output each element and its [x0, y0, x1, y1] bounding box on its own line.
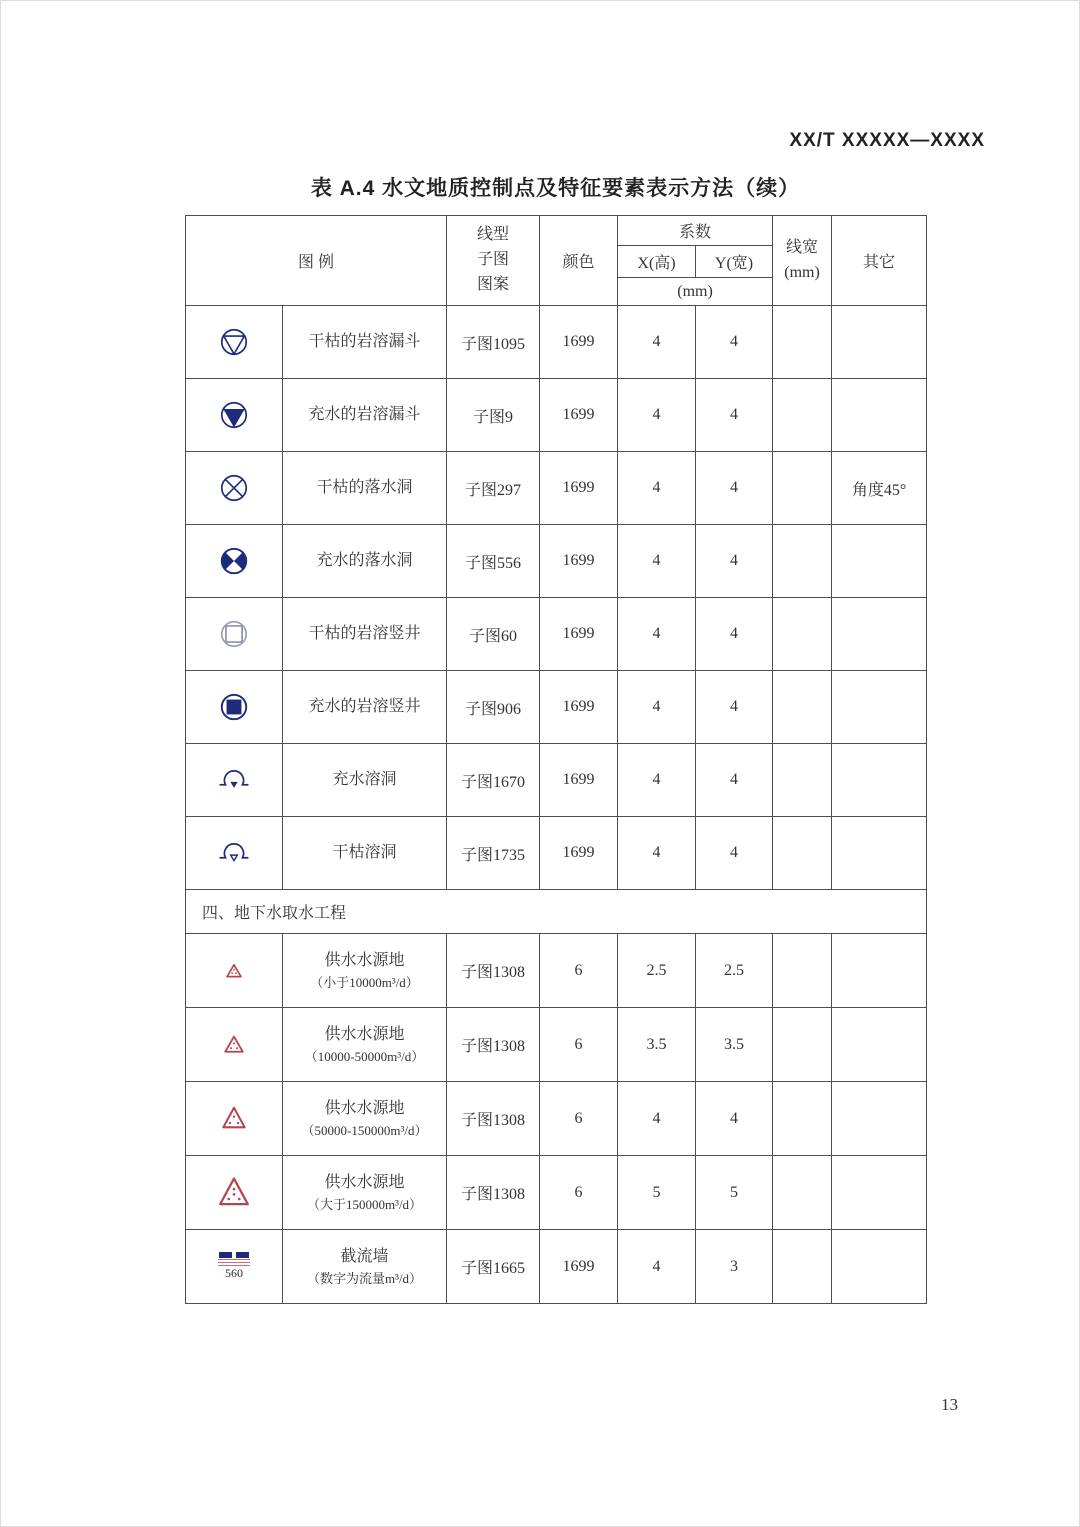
cutoff-wall-icon [218, 1252, 250, 1281]
subfig-value [447, 598, 540, 671]
x-value [618, 817, 696, 890]
table-row [186, 934, 927, 1008]
legend-symbol-cell [186, 1008, 283, 1082]
other-value [832, 598, 927, 671]
subfig-value [447, 452, 540, 525]
table-row [186, 671, 927, 744]
subfig-value [447, 744, 540, 817]
header-linetype-line2: 子图 [477, 251, 510, 269]
linewidth-value [773, 379, 832, 452]
legend-name-sublabel: （10000-50000m³/d） [304, 1048, 425, 1064]
subfig-value [447, 1082, 540, 1156]
legend-name-sublabel: （大于150000m³/d） [306, 1196, 423, 1212]
color-value [540, 306, 618, 379]
y-value [696, 598, 773, 671]
subfig-label: 子图1095 [461, 335, 526, 353]
y-label: 5 [730, 1183, 739, 1201]
x-label: 4 [652, 625, 661, 642]
x-value [618, 306, 696, 379]
other-value [832, 1230, 927, 1304]
legend-symbol-cell [186, 452, 283, 525]
header-y-wide-label: Y(宽) [714, 255, 754, 272]
linewidth-value [773, 1082, 832, 1156]
subfig-value [447, 671, 540, 744]
legend-name-sublabel: （50000-150000m³/d） [301, 1122, 428, 1138]
legend-symbol-cell [186, 934, 283, 1008]
header-linetype-line1: 线型 [477, 226, 510, 244]
subfig-value [447, 306, 540, 379]
color-value [540, 671, 618, 744]
subfig-label: 子图556 [465, 554, 522, 572]
legend-name-label: 充水的岩溶竖井 [308, 698, 421, 715]
color-label: 6 [574, 961, 583, 979]
section-title-label: 四、地下水取水工程 [202, 905, 347, 922]
legend-symbol-cell [186, 306, 283, 379]
color-label: 1699 [562, 406, 595, 423]
linewidth-value [773, 934, 832, 1008]
x-value [618, 934, 696, 1008]
cutoff-wall-block [236, 1252, 249, 1258]
color-label: 6 [574, 1183, 583, 1201]
y-label: 3 [730, 1257, 739, 1275]
subfig-value [447, 817, 540, 890]
x-label: 4 [652, 406, 661, 423]
header-color-label: 颜色 [562, 254, 595, 271]
y-value [696, 934, 773, 1008]
table-row [186, 525, 927, 598]
linewidth-value [773, 1008, 832, 1082]
y-label: 4 [730, 1109, 739, 1127]
legend-symbol-cell [186, 1156, 283, 1230]
y-value [696, 1156, 773, 1230]
x-label: 4 [652, 1257, 661, 1275]
color-label: 1699 [562, 1257, 595, 1275]
header-linetype-line3: 图案 [477, 275, 510, 293]
legend-name [283, 1082, 447, 1156]
x-label: 5 [652, 1183, 661, 1201]
legend-name [283, 671, 447, 744]
legend-symbol-cell [186, 744, 283, 817]
legend-name-sublabel: （小于10000m³/d） [310, 974, 419, 990]
legend-name-label: 充水溶洞 [332, 771, 397, 788]
x-label: 4 [652, 552, 661, 569]
y-label: 4 [730, 771, 739, 788]
linewidth-value [773, 1230, 832, 1304]
subfig-label: 子图1670 [461, 773, 526, 791]
linewidth-value [773, 671, 832, 744]
header-coefficient-label: 系数 [679, 224, 712, 241]
legend-symbol-cell [186, 1082, 283, 1156]
y-value [696, 817, 773, 890]
legend-symbol-cell [186, 1230, 283, 1304]
legend-name [283, 1008, 447, 1082]
symbols-table [185, 215, 926, 1304]
other-value [832, 934, 927, 1008]
y-label: 4 [730, 625, 739, 642]
header-legend [186, 216, 447, 306]
page-title: 表 A.4 水文地质控制点及特征要素表示方法（续） [310, 177, 801, 200]
subfig-label: 子图1308 [461, 964, 526, 981]
color-value [540, 817, 618, 890]
section-title [186, 890, 927, 934]
x-label: 4 [652, 333, 661, 350]
color-label: 1699 [562, 698, 595, 715]
table-row [186, 1230, 927, 1304]
legend-name-label: 干枯的岩溶漏斗 [308, 333, 421, 350]
x-value [618, 744, 696, 817]
legend-name-label: 干枯的落水洞 [316, 479, 413, 496]
legend-name-label: 供水水源地 [324, 1025, 405, 1043]
y-value [696, 671, 773, 744]
color-value [540, 1230, 618, 1304]
cutoff-wall-flow-number: 560 [225, 1265, 243, 1280]
color-label: 1699 [562, 333, 595, 350]
section-row [186, 890, 927, 934]
x-value [618, 1008, 696, 1082]
legend-symbol-cell [186, 671, 283, 744]
subfig-value [447, 1230, 540, 1304]
y-value [696, 1082, 773, 1156]
dry-cave-icon [215, 836, 253, 870]
doc-code: XX/T XXXXX—XXXX [789, 130, 985, 151]
color-value [540, 744, 618, 817]
other-value [832, 1082, 927, 1156]
y-value [696, 1230, 773, 1304]
color-value [540, 525, 618, 598]
legend-name-label: 干枯溶洞 [332, 844, 397, 861]
water-supply-source-icon-3 [215, 1100, 253, 1138]
color-label: 1699 [562, 552, 595, 569]
header-mm [618, 278, 773, 306]
subfig-label: 子图1308 [461, 1112, 526, 1129]
dry-karst-funnel-icon [217, 325, 251, 359]
color-label: 1699 [562, 771, 595, 788]
x-value [618, 1082, 696, 1156]
header-linewidth [773, 216, 832, 306]
filled-cave-icon [215, 763, 253, 797]
subfig-value [447, 1156, 540, 1230]
table-row [186, 1082, 927, 1156]
subfig-value [447, 379, 540, 452]
other-value [832, 671, 927, 744]
color-label: 6 [574, 1109, 583, 1127]
x-value [618, 525, 696, 598]
color-label: 1699 [562, 844, 595, 861]
other-value [832, 379, 927, 452]
table-row [186, 817, 927, 890]
legend-name-label: 充水的岩溶漏斗 [308, 406, 421, 423]
subfig-label: 子图1665 [461, 1260, 526, 1277]
table-row [186, 744, 927, 817]
y-label: 4 [730, 552, 739, 569]
header-other-label: 其它 [863, 254, 896, 271]
legend-name [283, 744, 447, 817]
y-value [696, 379, 773, 452]
linewidth-value [773, 817, 832, 890]
color-value [540, 1008, 618, 1082]
color-label: 6 [574, 1035, 583, 1053]
subfig-label: 子图1735 [461, 846, 526, 864]
y-label: 4 [730, 698, 739, 715]
header-y-wide [696, 246, 773, 278]
color-label: 1699 [562, 479, 595, 496]
subfig-value [447, 934, 540, 1008]
color-label: 1699 [562, 625, 595, 642]
dry-karst-shaft-icon [217, 617, 251, 651]
table-row [186, 1156, 927, 1230]
legend-name [283, 306, 447, 379]
subfig-label: 子图297 [465, 481, 522, 499]
linewidth-value [773, 306, 832, 379]
x-label: 4 [652, 844, 661, 861]
other-value [832, 1008, 927, 1082]
linewidth-value [773, 525, 832, 598]
legend-name-label: 干枯的岩溶竖井 [308, 625, 421, 642]
table-row [186, 1008, 927, 1082]
y-label: 2.5 [724, 961, 745, 979]
x-value [618, 452, 696, 525]
color-value [540, 1156, 618, 1230]
legend-symbol-cell [186, 598, 283, 671]
color-value [540, 934, 618, 1008]
table-row [186, 452, 927, 525]
subfig-label: 子图9 [473, 408, 514, 426]
subfig-label: 子图60 [469, 627, 518, 645]
header-linetype [447, 216, 540, 306]
header-coefficient [618, 216, 773, 246]
legend-name-sublabel: （数字为流量m³/d） [306, 1270, 423, 1286]
page-number: 13 [941, 1395, 958, 1414]
legend-name-label: 供水水源地 [324, 1099, 405, 1117]
legend-name [283, 525, 447, 598]
x-label: 4 [652, 698, 661, 715]
y-value [696, 744, 773, 817]
x-label: 4 [652, 771, 661, 788]
other-value [832, 1156, 927, 1230]
other-value [832, 525, 927, 598]
legend-symbol-cell [186, 379, 283, 452]
dry-sinkhole-icon [217, 471, 251, 505]
water-supply-source-icon-2 [216, 1027, 252, 1063]
x-value [618, 598, 696, 671]
filled-karst-funnel-icon [217, 398, 251, 432]
y-label: 3.5 [724, 1035, 745, 1053]
linewidth-value [773, 452, 832, 525]
header-linewidth-line1: 线宽 [786, 238, 819, 256]
legend-symbol-cell [186, 525, 283, 598]
filled-sinkhole-icon [217, 544, 251, 578]
x-label: 2.5 [646, 961, 667, 979]
filled-karst-shaft-icon [217, 690, 251, 724]
other-value [832, 452, 927, 525]
legend-name [283, 379, 447, 452]
linewidth-value [773, 744, 832, 817]
color-value [540, 452, 618, 525]
subfig-value [447, 1008, 540, 1082]
linewidth-value [773, 1156, 832, 1230]
table-row [186, 306, 927, 379]
x-value [618, 1230, 696, 1304]
y-value [696, 525, 773, 598]
subfig-label: 子图906 [465, 700, 522, 718]
legend-name [283, 817, 447, 890]
y-label: 4 [730, 844, 739, 861]
other-label: 角度45° [851, 481, 907, 499]
table-row [186, 379, 927, 452]
other-value [832, 744, 927, 817]
color-value [540, 598, 618, 671]
color-value [540, 1082, 618, 1156]
subfig-label: 子图1308 [461, 1186, 526, 1203]
legend-name [283, 1156, 447, 1230]
x-label: 4 [652, 1109, 661, 1127]
y-value [696, 1008, 773, 1082]
legend-name [283, 598, 447, 671]
other-value [832, 306, 927, 379]
table-row [186, 598, 927, 671]
x-value [618, 379, 696, 452]
header-linewidth-line2: (mm) [784, 263, 820, 281]
linewidth-value [773, 598, 832, 671]
water-supply-source-icon-1 [216, 953, 252, 989]
header-legend-label: 图 例 [298, 254, 335, 271]
legend-name [283, 934, 447, 1008]
cutoff-wall-block [219, 1252, 232, 1258]
subfig-value [447, 525, 540, 598]
legend-name-label: 供水水源地 [324, 951, 405, 969]
y-label: 4 [730, 479, 739, 496]
legend-name [283, 1230, 447, 1304]
legend-symbol-cell [186, 817, 283, 890]
header-other [832, 216, 927, 306]
x-label: 4 [652, 479, 661, 496]
other-value [832, 817, 927, 890]
water-supply-source-icon-4 [213, 1172, 255, 1214]
cutoff-wall-blocks [218, 1252, 250, 1258]
legend-name [283, 452, 447, 525]
x-label: 3.5 [646, 1035, 667, 1053]
header-x-high-label: X(高) [637, 255, 676, 272]
y-value [696, 452, 773, 525]
subfig-label: 子图1308 [461, 1038, 526, 1055]
header-mm-label: (mm) [677, 282, 713, 300]
legend-name-label: 供水水源地 [324, 1173, 405, 1191]
legend-name-label: 充水的落水洞 [316, 552, 413, 569]
y-label: 4 [730, 406, 739, 423]
y-label: 4 [730, 333, 739, 350]
cutoff-wall-stripes [218, 1259, 250, 1266]
y-value [696, 306, 773, 379]
legend-name-label: 截流墙 [340, 1247, 389, 1265]
header-x-high [618, 246, 696, 278]
x-value [618, 1156, 696, 1230]
color-value [540, 379, 618, 452]
x-value [618, 671, 696, 744]
header-color [540, 216, 618, 306]
